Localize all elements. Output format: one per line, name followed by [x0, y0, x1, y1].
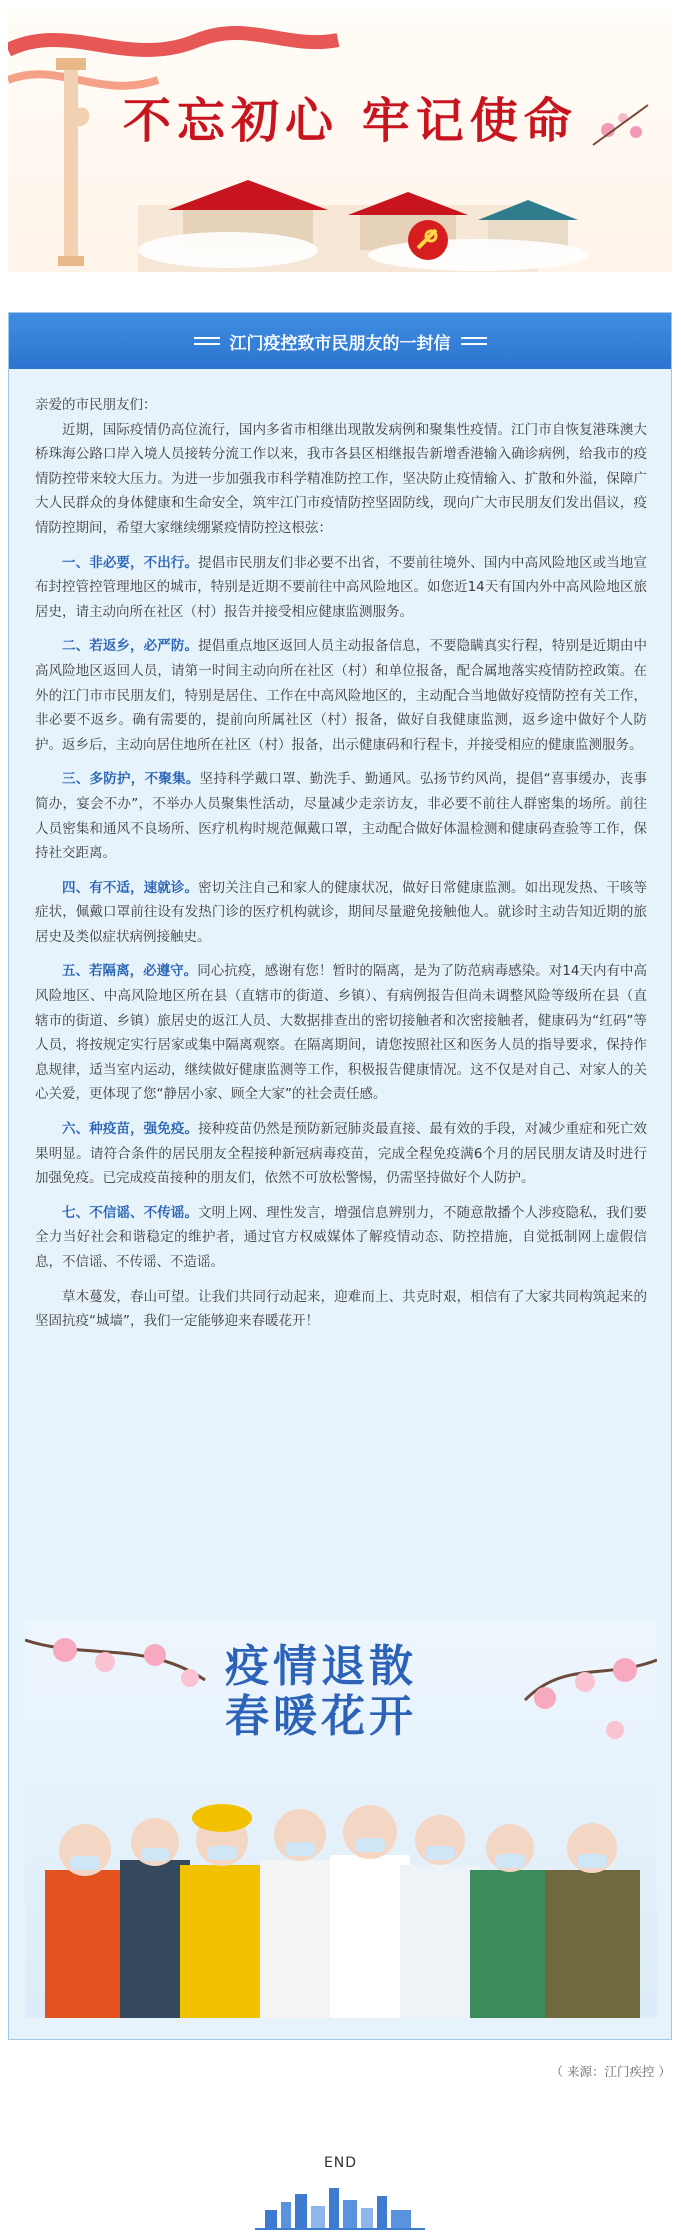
- section-body: 同心抗疫，感谢有您！暂时的隔离，是为了防范病毒感染。对14天内有中高风险地区、中高风险地区所在县（直辖市的街道、乡镇）、有病例报告但尚未调整风险等级所在县（直辖市的街道、乡镇）旅居史的返江人员、大数据排查出的密切接触者和次密接触者，健康码为“红码”等人员，将按规定实行居家或集中隔离观察。在隔离期间，请您按照社区和医务人员的指导要求，保持作息规律，适当室内运动，继续做好健康监测等工作，积极报告健康情况。这不仅是对自己、对家人的关心关爱，更体现了您“静居小家、顾全大家”的社会责任感。: [35, 963, 647, 1103]
- section-body: 接种疫苗仍然是预防新冠肺炎最直接、最有效的手段，对减少重症和死亡效果明显。请符合条件的居民朋友全程接种新冠病毒疫苗，完成全程免疫满6个月的居民朋友请及时进行加强免疫。已完成疫苗接种的朋友们，依然不可放松警惕，仍需坚持做好个人防护。: [35, 1121, 648, 1187]
- letter-greeting: 亲爱的市民朋友们：: [35, 397, 157, 413]
- title-deco-left-icon: [194, 337, 220, 345]
- section-1: [35, 551, 647, 625]
- section-3: [35, 767, 647, 865]
- letter-card: [8, 312, 672, 2040]
- section-body: 密切关注自己和家人的健康状况，做好日常健康监测。如出现发热、干咳等症状，佩戴口罩前往设有发热门诊的医疗机构就诊，期间尽量避免接触他人。就诊时主动告知近期的旅居史及类似症状病例接触史。: [35, 879, 648, 945]
- section-2: [35, 634, 647, 757]
- section-heading: 五、若隔离，必遵守。: [62, 963, 198, 980]
- letter-title: 江门疫控致市民朋友的一封信: [229, 333, 451, 354]
- section-body: 文明上网、理性发言，增强信息辨别力，不随意散播个人涉疫隐私，我们要全力当好社会和谐稳定的维护者，通过官方权威媒体了解疫情动态、防控措施，自觉抵制网上虚假信息，不信谣、不传谣、不造谣。: [35, 1204, 648, 1270]
- end-label: END: [323, 2155, 358, 2171]
- section-4: [35, 876, 647, 950]
- section-heading: 一、非必要，不出行。: [62, 554, 199, 571]
- section-heading: 三、多防护，不聚集。: [62, 771, 200, 788]
- banner-slogan: 不忘初心 牢记使命: [123, 93, 578, 149]
- poster-title: [225, 1642, 417, 1742]
- section-heading: 七、不信谣、不传谣。: [62, 1204, 199, 1221]
- title-deco-right-icon: [461, 337, 487, 345]
- poster-line-1: 疫情退散: [225, 1641, 417, 1692]
- section-heading: 二、若返乡，必严防。: [62, 638, 199, 655]
- huabiao-pillar-icon: [48, 38, 94, 268]
- section-body: 提倡重点地区返回人员主动报备信息，不要隐瞒真实行程，特别是近期由中高风险地区返回人员，请第一时间主动向所在社区（村）和单位报备，配合属地落实疫情防控政策。在外的江门市市民朋友们，特别是居住、工作在中高风险地区的，主动配合当地做好疫情防控有关工作，非必要不返乡。确有需要的，提前向所属社区（村）报备，做好自我健康监测，返乡途中做好个人防护。返乡后，主动向居住地所在社区（村）报备，出示健康码和行程卡，并接受相应的健康监测服务。: [35, 638, 648, 753]
- section-5: [35, 959, 647, 1107]
- city-skyline-icon: [255, 2180, 425, 2230]
- section-body: 提倡市民朋友们非必要不出省，不要前往境外、国内中高风险地区或当地宣布封控管控管理地区的城市，特别是近期不要前往中高风险地区。如您近14天有国内外中高风险地区旅居史，请主动向所在社区（村）报告并接受相应健康监测服务。: [35, 554, 648, 620]
- letter-content: [35, 393, 647, 1344]
- poster-image: [25, 1620, 657, 2018]
- letter-title-bar: [9, 313, 671, 369]
- section-heading: 六、种疫苗，强免疫。: [62, 1121, 199, 1138]
- letter-closing: 草木蔓发，春山可望。让我们共同行动起来，迎难而上、共克时艰，相信有了大家共同构筑起来的坚固抗疫“城墙”，我们一定能够迎来春暖花开！: [35, 1288, 647, 1330]
- section-heading: 四、有不适，速就诊。: [62, 879, 199, 896]
- section-body: 坚持科学戴口罩、勤洗手、勤通风。弘扬节约风尚，提倡“喜事缓办，丧事简办，宴会不办”，不举办人员聚集性活动，尽量减少走亲访友，非必要不前往人群密集的场所。前往人员密集和通风不良场所、医疗机构时规范佩戴口罩，主动配合做好体温检测和健康码查验等工作，保持社交距离。: [35, 771, 647, 862]
- letter-intro: 近期，国际疫情仍高位流行，国内多省市相继出现散发病例和聚集性疫情。江门市自恢复港珠澳大桥珠海公路口岸入境人员接转分流工作以来，我市各县区相继报告新增香港输入确诊病例，给我市的疫情防控带来较大压力。为进一步加强我市科学精准防控工作，坚决防止疫情输入、扩散和外溢，保障广大人民群众的身体健康和生命安全，筑牢江门市疫情防控坚固防线，现向广大市民朋友们发出倡议，疫情防控期间，希望大家继续绷紧疫情防控这根弦：: [35, 421, 647, 536]
- poster-line-2: 春暖花开: [225, 1691, 417, 1742]
- source-note: （ 来源：江门疾控 ）: [550, 2064, 671, 2079]
- section-6: [35, 1117, 647, 1191]
- banner-image: [8, 10, 672, 272]
- section-7: [35, 1201, 647, 1275]
